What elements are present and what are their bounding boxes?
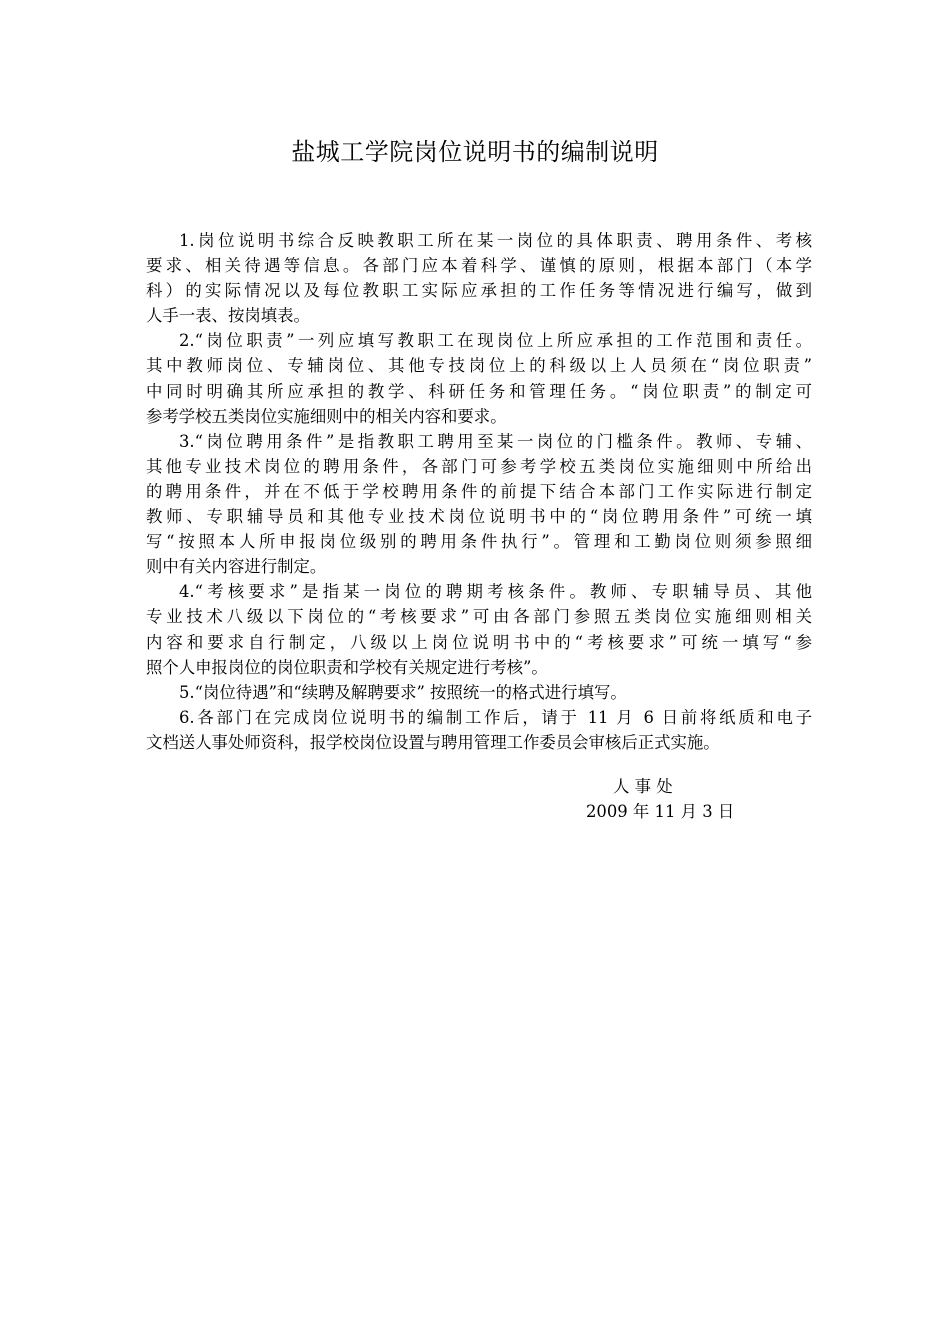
document-body (146, 228, 812, 755)
paragraph-line: 5.“岗位待遇”和“续聘及解聘要求” 按照统一的格式进行填写。 (179, 682, 627, 702)
paragraph-line: 6.各部门在完成岗位说明书的编制工作后，请于 11 月 6 日前将纸质和电子 (179, 707, 812, 727)
paragraph-6 (146, 705, 812, 755)
paragraph-line: 其中教师岗位、专辅岗位、其他专技岗位上的科级以上人员须在“岗位职责” (146, 356, 812, 376)
signature-date: 2009 年 11 月 3 日 (586, 802, 735, 821)
document-title: 盐城工学院岗位说明书的编制说明 (291, 138, 659, 166)
paragraph-1 (146, 228, 812, 328)
paragraph-line: 的聘用条件，并在不低于学校聘用条件的前提下结合本部门工作实际进行制定 (146, 481, 812, 501)
paragraph-3 (146, 429, 812, 580)
paragraph-line: 科）的实际情况以及每位教职工实际应承担的工作任务等情况进行编写，做到 (146, 281, 812, 301)
signature-department: 人 事 处 (613, 777, 673, 796)
paragraph-line: 中同时明确其所应承担的教学、科研任务和管理任务。“岗位职责”的制定可 (146, 381, 812, 401)
paragraph-line: 3.“岗位聘用条件”是指教职工聘用至某一岗位的门槛条件。教师、专辅、 (179, 431, 812, 451)
paragraph-line: 人手一表、按岗填表。 (146, 306, 310, 326)
paragraph-line: 照个人申报岗位的岗位职责和学校有关规定进行考核”。 (146, 657, 548, 677)
paragraph-2 (146, 328, 812, 428)
paragraph-line: 教师、专职辅导员和其他专业技术岗位说明书中的“岗位聘用条件”可统一填 (146, 507, 812, 527)
paragraph-line: 内容和要求自行制定，八级以上岗位说明书中的“考核要求”可统一填写“参 (146, 632, 812, 652)
paragraph-line: 文档送人事处师资科，报学校岗位设置与聘用管理工作委员会审核后正式实施。 (146, 732, 720, 752)
paragraph-line: 2.“岗位职责”一列应填写教职工在现岗位上所应承担的工作范围和责任。 (179, 331, 812, 351)
paragraph-line: 4.“考核要求”是指某一岗位的聘期考核条件。教师、专职辅导员、其他 (179, 582, 812, 602)
paragraph-line: 要求、相关待遇等信息。各部门应本着科学、谨慎的原则，根据本部门（本学 (146, 256, 812, 276)
paragraph-line: 参考学校五类岗位实施细则中的相关内容和要求。 (146, 406, 507, 426)
paragraph-line: 1.岗位说明书综合反映教职工所在某一岗位的具体职责、聘用条件、考核 (179, 231, 812, 250)
paragraph-line: 写“按照本人所申报岗位级别的聘用条件执行”。管理和工勤岗位则须参照细 (146, 532, 812, 552)
paragraph-5 (146, 680, 812, 705)
paragraph-line: 专业技术八级以下岗位的“考核要求”可由各部门参照五类岗位实施细则相关 (146, 607, 812, 627)
paragraph-4 (146, 579, 812, 679)
paragraph-line: 则中有关内容进行制定。 (146, 557, 327, 577)
paragraph-line: 其他专业技术岗位的聘用条件，各部门可参考学校五类岗位实施细则中所给出 (146, 456, 812, 476)
